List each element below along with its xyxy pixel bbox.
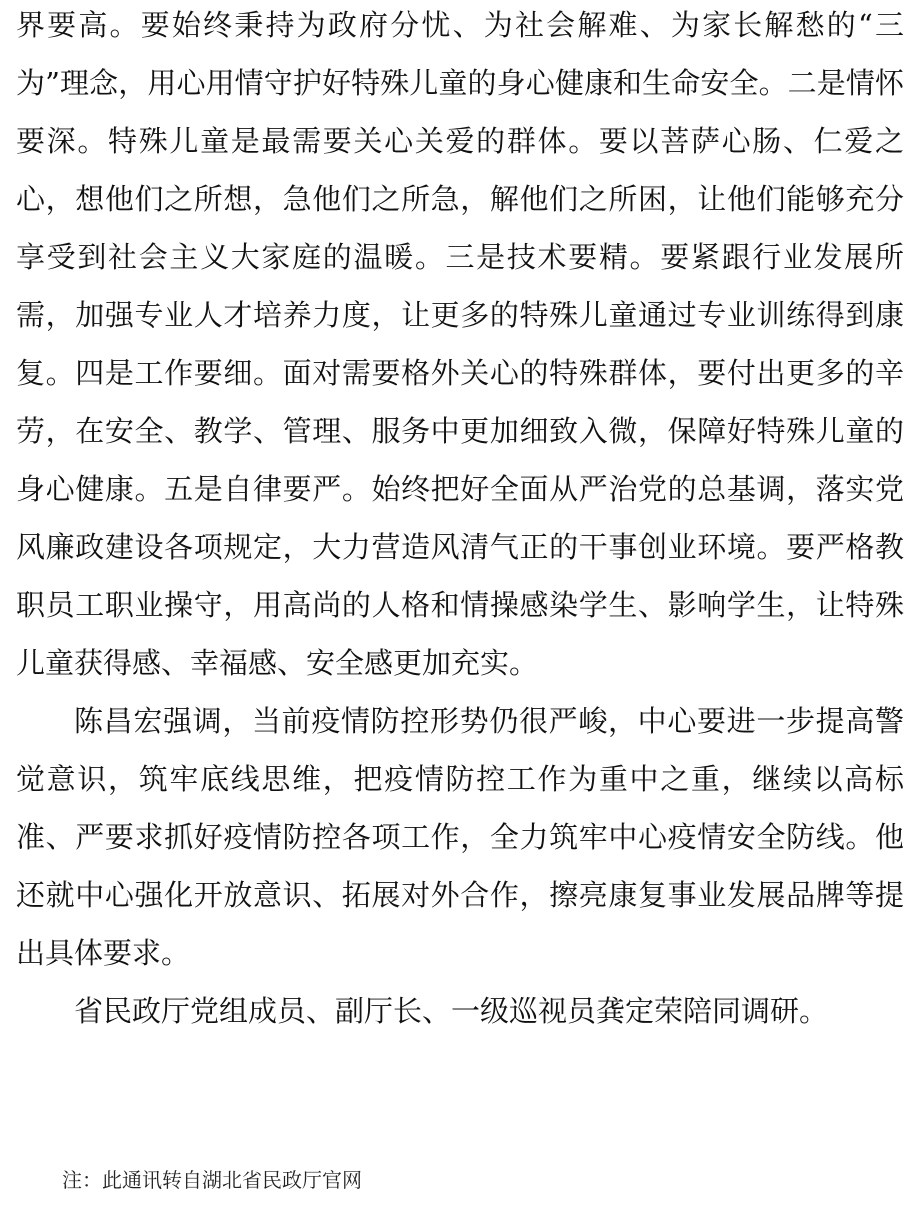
article-body (16, 0, 904, 1040)
paragraph-accompanying-officials: 省民政厅党组成员、副厅长、一级巡视员龚定荣陪同调研。 (74, 994, 829, 1028)
paragraph-continued: 界要高。要始终秉持为政府分忧、为社会解难、为家长解愁的“三为”理念，用心用情守护好特殊儿童的身心健康和生命安全。二是情怀要深。特殊儿童是最需要关心关爱的群体。要以菩萨心肠、仁爱之心，想他们之所想，急他们之所急，解他们之所困，让他们能够充分享受到社会主义大家庭的温暖。三是技术要精。要紧跟行业发展所需，加强专业人才培养力度，让更多的特殊儿童通过专业训练得到康复。四是工作要细。面对需要格外关心的特殊群体，要付出更多的辛劳，在安全、教学、管理、服务中更加细致入微，保障好特殊儿童的身心健康。五是自律要严。始终把好全面从严治党的总基调，落实党风廉政建设各项规定，大力营造风清气正的干事创业环境。要严格教职员工职业操守，用高尚的人格和情操感染学生、影响学生，让特殊儿童获得感、幸福感、安全感更加充实。 (16, 8, 904, 680)
source-note: 注：此通讯转自湖北省民政厅官网 (62, 1168, 362, 1192)
paragraph-chen-changhong: 陈昌宏强调，当前疫情防控形势仍很严峻，中心要进一步提高警觉意识，筑牢底线思维，把疫情防控工作为重中之重，继续以高标准、严要求抓好疫情防控各项工作，全力筑牢中心疫情安全防线。他还就中心强化开放意识、拓展对外合作，擦亮康复事业发展品牌等提出具体要求。 (16, 704, 904, 970)
